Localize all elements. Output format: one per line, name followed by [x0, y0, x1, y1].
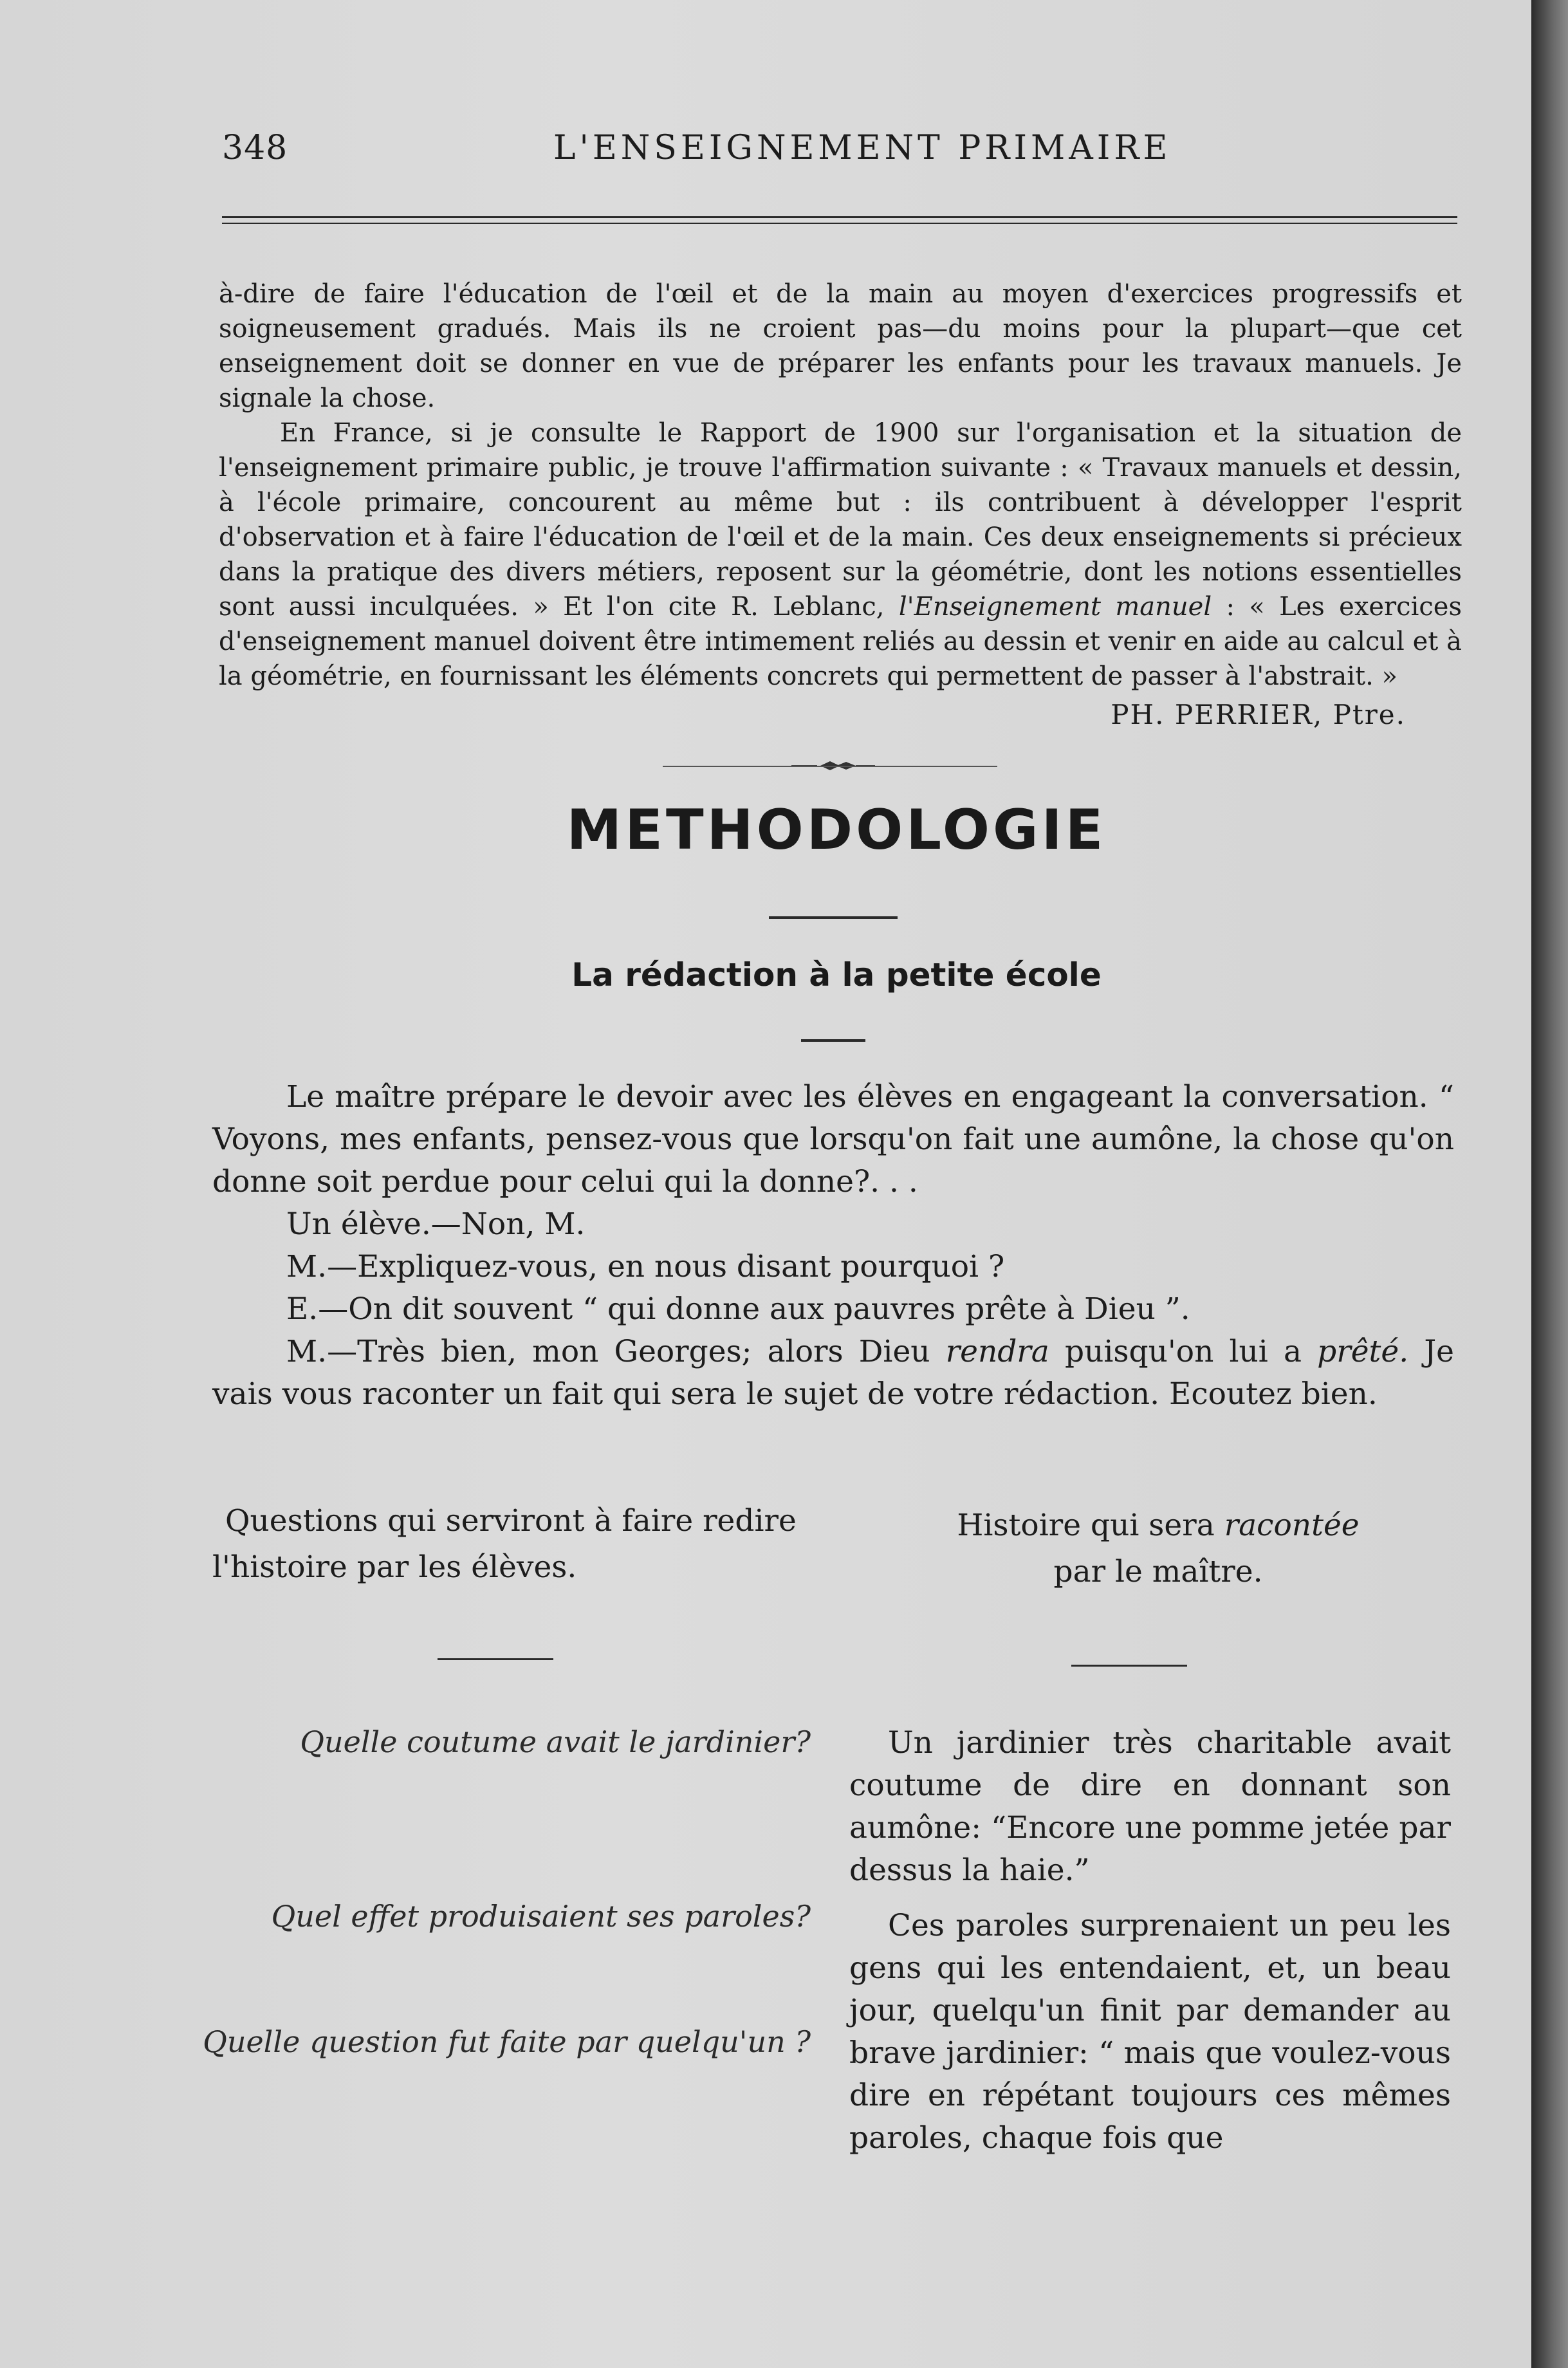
dialogue-line: M.—Expliquez-vous, en nous disant pourquoi ? [286, 1249, 1005, 1284]
running-title: L'ENSEIGNEMENT PRIMAIRE [553, 129, 1172, 167]
question-3: Quelle question fut faite par quelqu'un ? [203, 2024, 811, 2059]
header-rule-top [222, 216, 1457, 218]
title-underline [769, 916, 898, 919]
question-2: Quel effet produisaient ses paroles? [271, 1899, 811, 1934]
book-spine-shadow [1531, 0, 1568, 2368]
subtitle-underline [801, 1039, 865, 1042]
dialogue-line: E.—On dit souvent “ qui donne aux pauvres prête à Dieu ”. [286, 1291, 1190, 1327]
article-paragraph-1: à-dire de faire l'éducation de l'œil et de la main au moyen d'exercices progressifs et soigneusement gradués. Mais ils ne croient pas—du moins pour la plupart—que cet enseignement doit se donner en vue de préparer les enfants pour les travaux manuels. Je signale la chose. [219, 279, 1462, 413]
right-column-rule [1071, 1665, 1187, 1667]
questions-column-heading: Questions qui serviront à faire redire l'histoire par les élèves. [212, 1503, 797, 1585]
dialogue-block [212, 1076, 1454, 1416]
heading-text: par le maître. [1053, 1554, 1263, 1589]
heading-emphasis: racontée [1224, 1508, 1360, 1543]
dialogue-line [212, 1331, 1454, 1416]
dialogue-text: Je vais vous raconter un fait qui sera le sujet de votre rédaction. Ecoutez bien. [212, 1334, 1454, 1412]
article-subtitle: La rédaction à la petite école [571, 956, 1102, 994]
dialogue-intro: Le maître prépare le devoir avec les élèves en engageant la conversation. “ Voyons, mes enfants, pensez-vous que lorsqu'on fait une aumône, la chose qu'on donne soit perdue pour celui qui la donne?. . . [212, 1079, 1454, 1199]
ornament-rule [663, 766, 997, 767]
header-rule-bottom [222, 223, 1457, 224]
dialogue-text: M.—Très bien, mon Georges; alors Dieu [286, 1334, 930, 1369]
page-number: 348 [222, 129, 288, 167]
heading-text: Histoire qui sera [957, 1508, 1215, 1543]
article-continuation [219, 277, 1462, 694]
story-paragraph: Ces paroles surprenaient un peu les gens qui les entendaient, et, un beau jour, quelqu'un finit par demander au brave jardinier: “ mais que voulez-vous dire en répétant toujours ces mêmes paroles, chaque fois que [849, 1908, 1451, 2156]
author-signature: PH. PERRIER, Ptre. [1111, 699, 1406, 730]
dialogue-emphasis: prêté. [1317, 1334, 1409, 1369]
story-column [849, 1722, 1451, 2172]
paragraph-2-start: En France, si je consulte le Rapport de 1900 sur l'organisation et la situation de l'enseignement primaire public, je trouve l'affirmation suivante : « Travaux manuels et dessin, à l'école primaire, concourent au même but : ils contribuent à développer l'esprit d'observation et à faire l'éducation de l'œil et de la main. Ces deux enseignements si précieux dans la pratique des divers métiers, reposent sur la géométrie, dont les notions essentielles sont aussi inculquées. » Et l'on cite R. Leblanc, [219, 418, 1462, 622]
story-column-heading [881, 1503, 1435, 1595]
dialogue-line: Un élève.—Non, M. [286, 1207, 586, 1242]
cited-work-title: l'Enseignement manuel [898, 592, 1212, 622]
left-column-rule [438, 1658, 553, 1660]
question-1: Quelle coutume avait le jardinier? [300, 1725, 811, 1759]
section-title: METHODOLOGIE [566, 798, 1107, 862]
article-paragraph-2 [219, 416, 1462, 694]
paragraph-2-end: : « Les exercices d'enseignement manuel doivent être intimement reliés au dessin et venir en aide au calcul et à la géométrie, en fournissant les éléments concrets qui permettent de passer à l'abstrait. » [219, 592, 1462, 691]
dialogue-text: puisqu'on lui a [1065, 1334, 1302, 1369]
story-paragraph: Un jardinier très charitable avait coutume de dire en donnant son aumône: “Encore une pomme jetée par dessus la haie.” [849, 1725, 1451, 1888]
dialogue-emphasis: rendra [945, 1334, 1049, 1369]
